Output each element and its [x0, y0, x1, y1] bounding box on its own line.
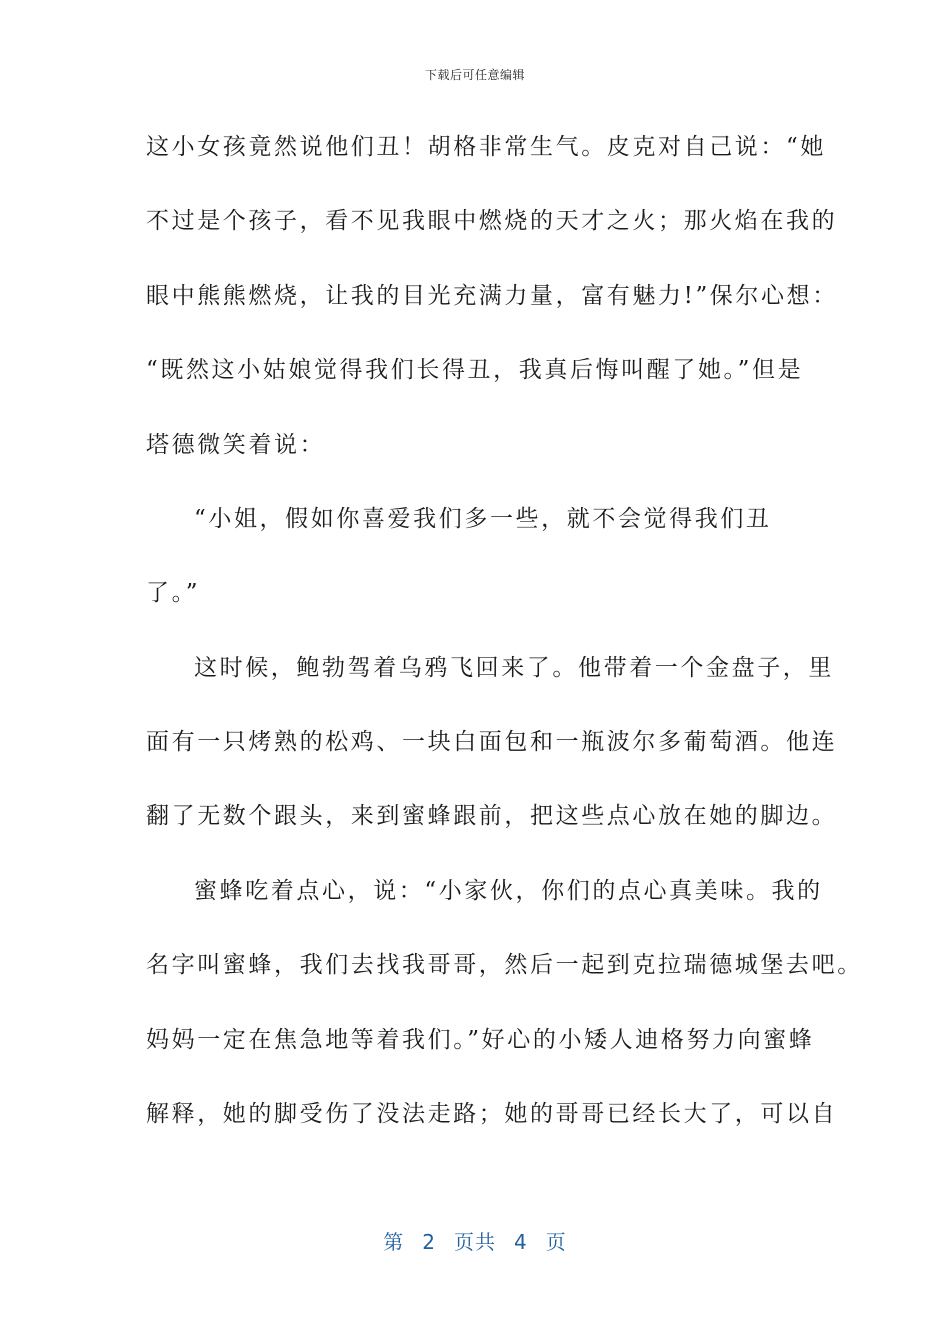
body-line-4: “既然这小姑娘觉得我们长得丑，我真后悔叫醒了她。”但是 [146, 357, 804, 383]
footer-total-pages: 4 [514, 1230, 528, 1254]
body-line-5: 塔德微笑着说： [146, 432, 326, 458]
body-line-3: 眼中熊熊燃烧，让我的目光充满力量，富有魅力!”保尔心想： [146, 283, 838, 309]
body-line-10: 翻了无数个跟头，来到蜜蜂跟前，把这些点心放在她的脚边。 [146, 803, 838, 829]
page-header: 下载后可任意编辑 [424, 68, 525, 82]
body-line-9: 面有一只烤熟的松鸡、一块白面包和一瓶波尔多葡萄酒。他连 [146, 729, 838, 755]
body-line-12: 名字叫蜜蜂，我们去找我哥哥，然后一起到克拉瑞德城堡去吧。 [146, 952, 863, 978]
body-line-2: 不过是个孩子，看不见我眼中燃烧的天才之火；那火焰在我的 [146, 208, 838, 234]
footer-current-page: 2 [422, 1230, 436, 1254]
footer-middle: 页共 [454, 1230, 496, 1254]
footer-prefix: 第 [383, 1230, 405, 1254]
page-footer [0, 1226, 950, 1255]
body-line-13: 妈妈一定在焦急地等着我们。”好心的小矮人迪格努力向蜜蜂 [146, 1027, 815, 1053]
body-line-11: 蜜蜂吃着点心，说：“小家伙，你们的点心真美味。我的 [194, 878, 823, 904]
footer-suffix: 页 [545, 1230, 567, 1254]
body-line-6: “小姐，假如你喜爱我们多一些，就不会觉得我们丑 [194, 506, 772, 532]
body-line-8: 这时候，鲍勃驾着乌鸦飞回来了。他带着一个金盘子，里 [194, 655, 834, 681]
body-line-1: 这小女孩竟然说他们丑！胡格非常生气。皮克对自己说：“她 [146, 134, 826, 160]
body-line-14: 解释，她的脚受伤了没法走路；她的哥哥已经长大了，可以自 [146, 1101, 838, 1127]
body-line-7: 了。” [146, 580, 201, 606]
